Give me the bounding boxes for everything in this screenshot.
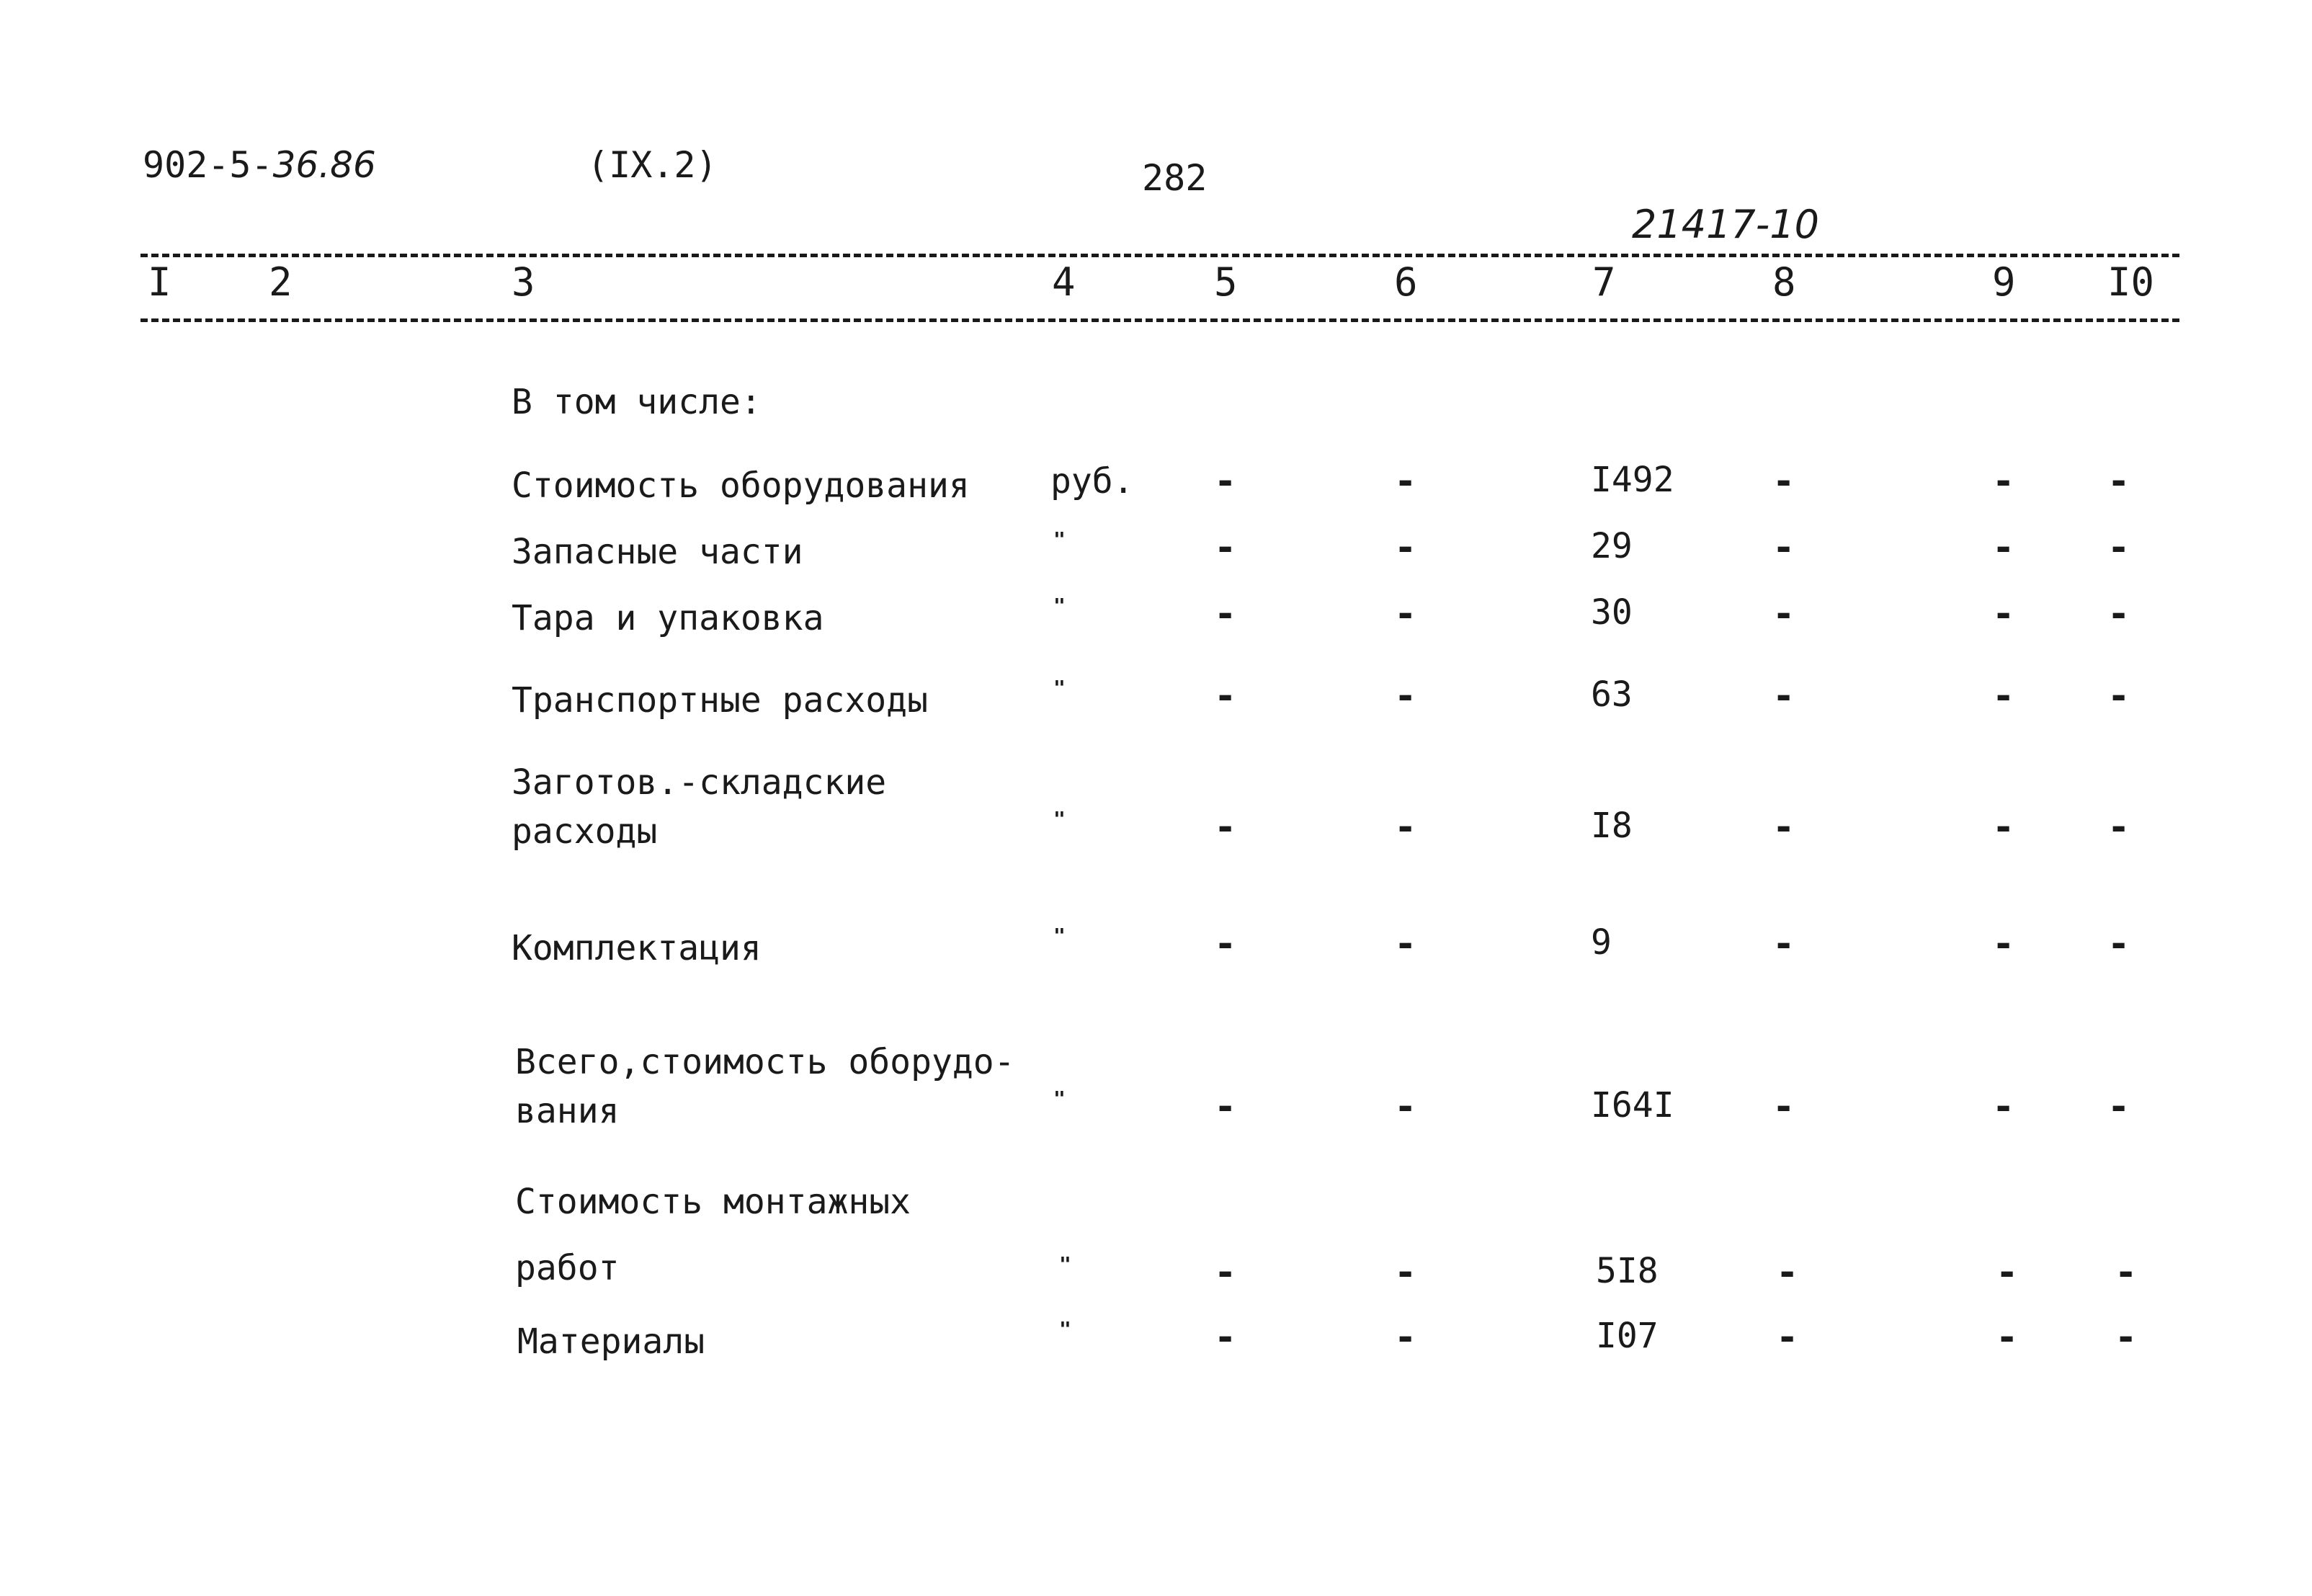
cell-col8: - (1772, 526, 1795, 569)
cell-col10: - (2115, 1316, 2138, 1359)
row-label-equipment-cost: Стоимость оборудования (512, 465, 970, 506)
cell-col5: - (1214, 1316, 1237, 1359)
cell-col5: - (1214, 806, 1237, 849)
cell-col5: - (1214, 526, 1237, 569)
column-number-10: I0 (2107, 259, 2155, 305)
column-number-1: I (148, 259, 171, 305)
row-unit-ditto: " (1059, 1252, 1071, 1276)
cell-col7: 9 (1591, 922, 1612, 963)
cell-col10: - (2107, 674, 2130, 718)
cell-col9: - (1992, 460, 2015, 503)
table-intro: В том числе: (512, 382, 762, 422)
column-number-9: 9 (1992, 259, 2016, 305)
column-number-7: 7 (1592, 259, 1616, 305)
cell-col9: - (1992, 674, 2015, 718)
cell-col5: - (1214, 922, 1237, 966)
cell-col7: 30 (1591, 592, 1633, 633)
row-unit-ditto: " (1053, 807, 1066, 831)
row-label-total-equipment-cost: Всего,стоимость оборудо- вания (515, 1042, 1015, 1131)
cell-col7: 29 (1591, 526, 1633, 566)
cell-col8: - (1772, 806, 1795, 849)
row-unit-ditto: " (1059, 1317, 1071, 1341)
cell-col6: - (1394, 806, 1417, 849)
header-rule-bottom (140, 318, 2179, 322)
row-unit-ditto: " (1053, 924, 1066, 948)
page-number: 282 (1142, 157, 1208, 199)
column-number-2: 2 (269, 259, 293, 305)
cell-col8: - (1772, 1085, 1795, 1128)
cell-col9: - (1992, 1085, 2015, 1128)
cell-col6: - (1394, 674, 1417, 718)
cell-col7: I492 (1591, 460, 1674, 500)
row-label-transport-costs: Транспортные расходы (512, 680, 928, 721)
cell-col6: - (1394, 526, 1417, 569)
document-code-handwritten: 36.86 (272, 144, 376, 186)
row-unit-ditto: " (1053, 1087, 1066, 1110)
row-unit-ditto: " (1053, 676, 1066, 700)
cell-col6: - (1394, 460, 1417, 503)
row-unit: руб. (1050, 461, 1134, 501)
cell-col10: - (2107, 592, 2130, 636)
cell-col10: - (2107, 806, 2130, 849)
cell-col6: - (1394, 1316, 1417, 1359)
cell-col9: - (1992, 806, 2015, 849)
cell-col7: 5I8 (1596, 1251, 1659, 1291)
row-label-installation-cost: Стоимость монтажных работ (515, 1182, 911, 1288)
row-label-procurement-storage: Заготов.-складские расходы (512, 762, 887, 852)
cell-col10: - (2107, 460, 2130, 503)
cell-col8: - (1772, 592, 1795, 636)
cell-col10: - (2115, 1251, 2138, 1294)
row-unit-ditto: " (1053, 594, 1066, 618)
cell-col9: - (1996, 1251, 2019, 1294)
cell-col5: - (1214, 592, 1237, 636)
column-number-4: 4 (1052, 259, 1076, 305)
section-reference: (IX.2) (587, 144, 718, 186)
cell-col7: I8 (1591, 806, 1633, 846)
cell-col8: - (1772, 922, 1795, 966)
cell-col10: - (2107, 1085, 2130, 1128)
cell-col6: - (1394, 922, 1417, 966)
column-number-5: 5 (1214, 259, 1238, 305)
cell-col10: - (2107, 526, 2130, 569)
cell-col8: - (1772, 460, 1795, 503)
cell-col10: - (2107, 922, 2130, 966)
cell-col8: - (1776, 1251, 1799, 1294)
row-label-completion: Комплектация (512, 928, 762, 968)
cell-col7: I64I (1591, 1085, 1674, 1125)
cell-col9: - (1992, 922, 2015, 966)
cell-col7: I07 (1596, 1316, 1659, 1356)
inventory-number: 21417-10 (1632, 202, 1819, 247)
document-code (143, 144, 376, 186)
cell-col6: - (1394, 1085, 1417, 1128)
cell-col5: - (1214, 674, 1237, 718)
cell-col5: - (1214, 460, 1237, 503)
cell-col9: - (1996, 1316, 2019, 1359)
column-number-8: 8 (1772, 259, 1796, 305)
column-number-3: 3 (512, 259, 535, 305)
row-label-packaging: Тара и упаковка (512, 598, 824, 638)
cell-col8: - (1772, 674, 1795, 718)
cell-col9: - (1992, 526, 2015, 569)
cell-col6: - (1394, 592, 1417, 636)
row-label-spare-parts: Запасные части (512, 532, 803, 572)
row-unit-ditto: " (1053, 527, 1066, 551)
cell-col5: - (1214, 1085, 1237, 1128)
cell-col5: - (1214, 1251, 1237, 1294)
cell-col6: - (1394, 1251, 1417, 1294)
document-code-prefix: 902-5- (143, 144, 273, 186)
row-label-materials: Материалы (517, 1321, 705, 1362)
cell-col7: 63 (1591, 674, 1633, 715)
column-number-6: 6 (1394, 259, 1418, 305)
cell-col8: - (1776, 1316, 1799, 1359)
header-rule-top (140, 254, 2179, 257)
cell-col9: - (1992, 592, 2015, 636)
